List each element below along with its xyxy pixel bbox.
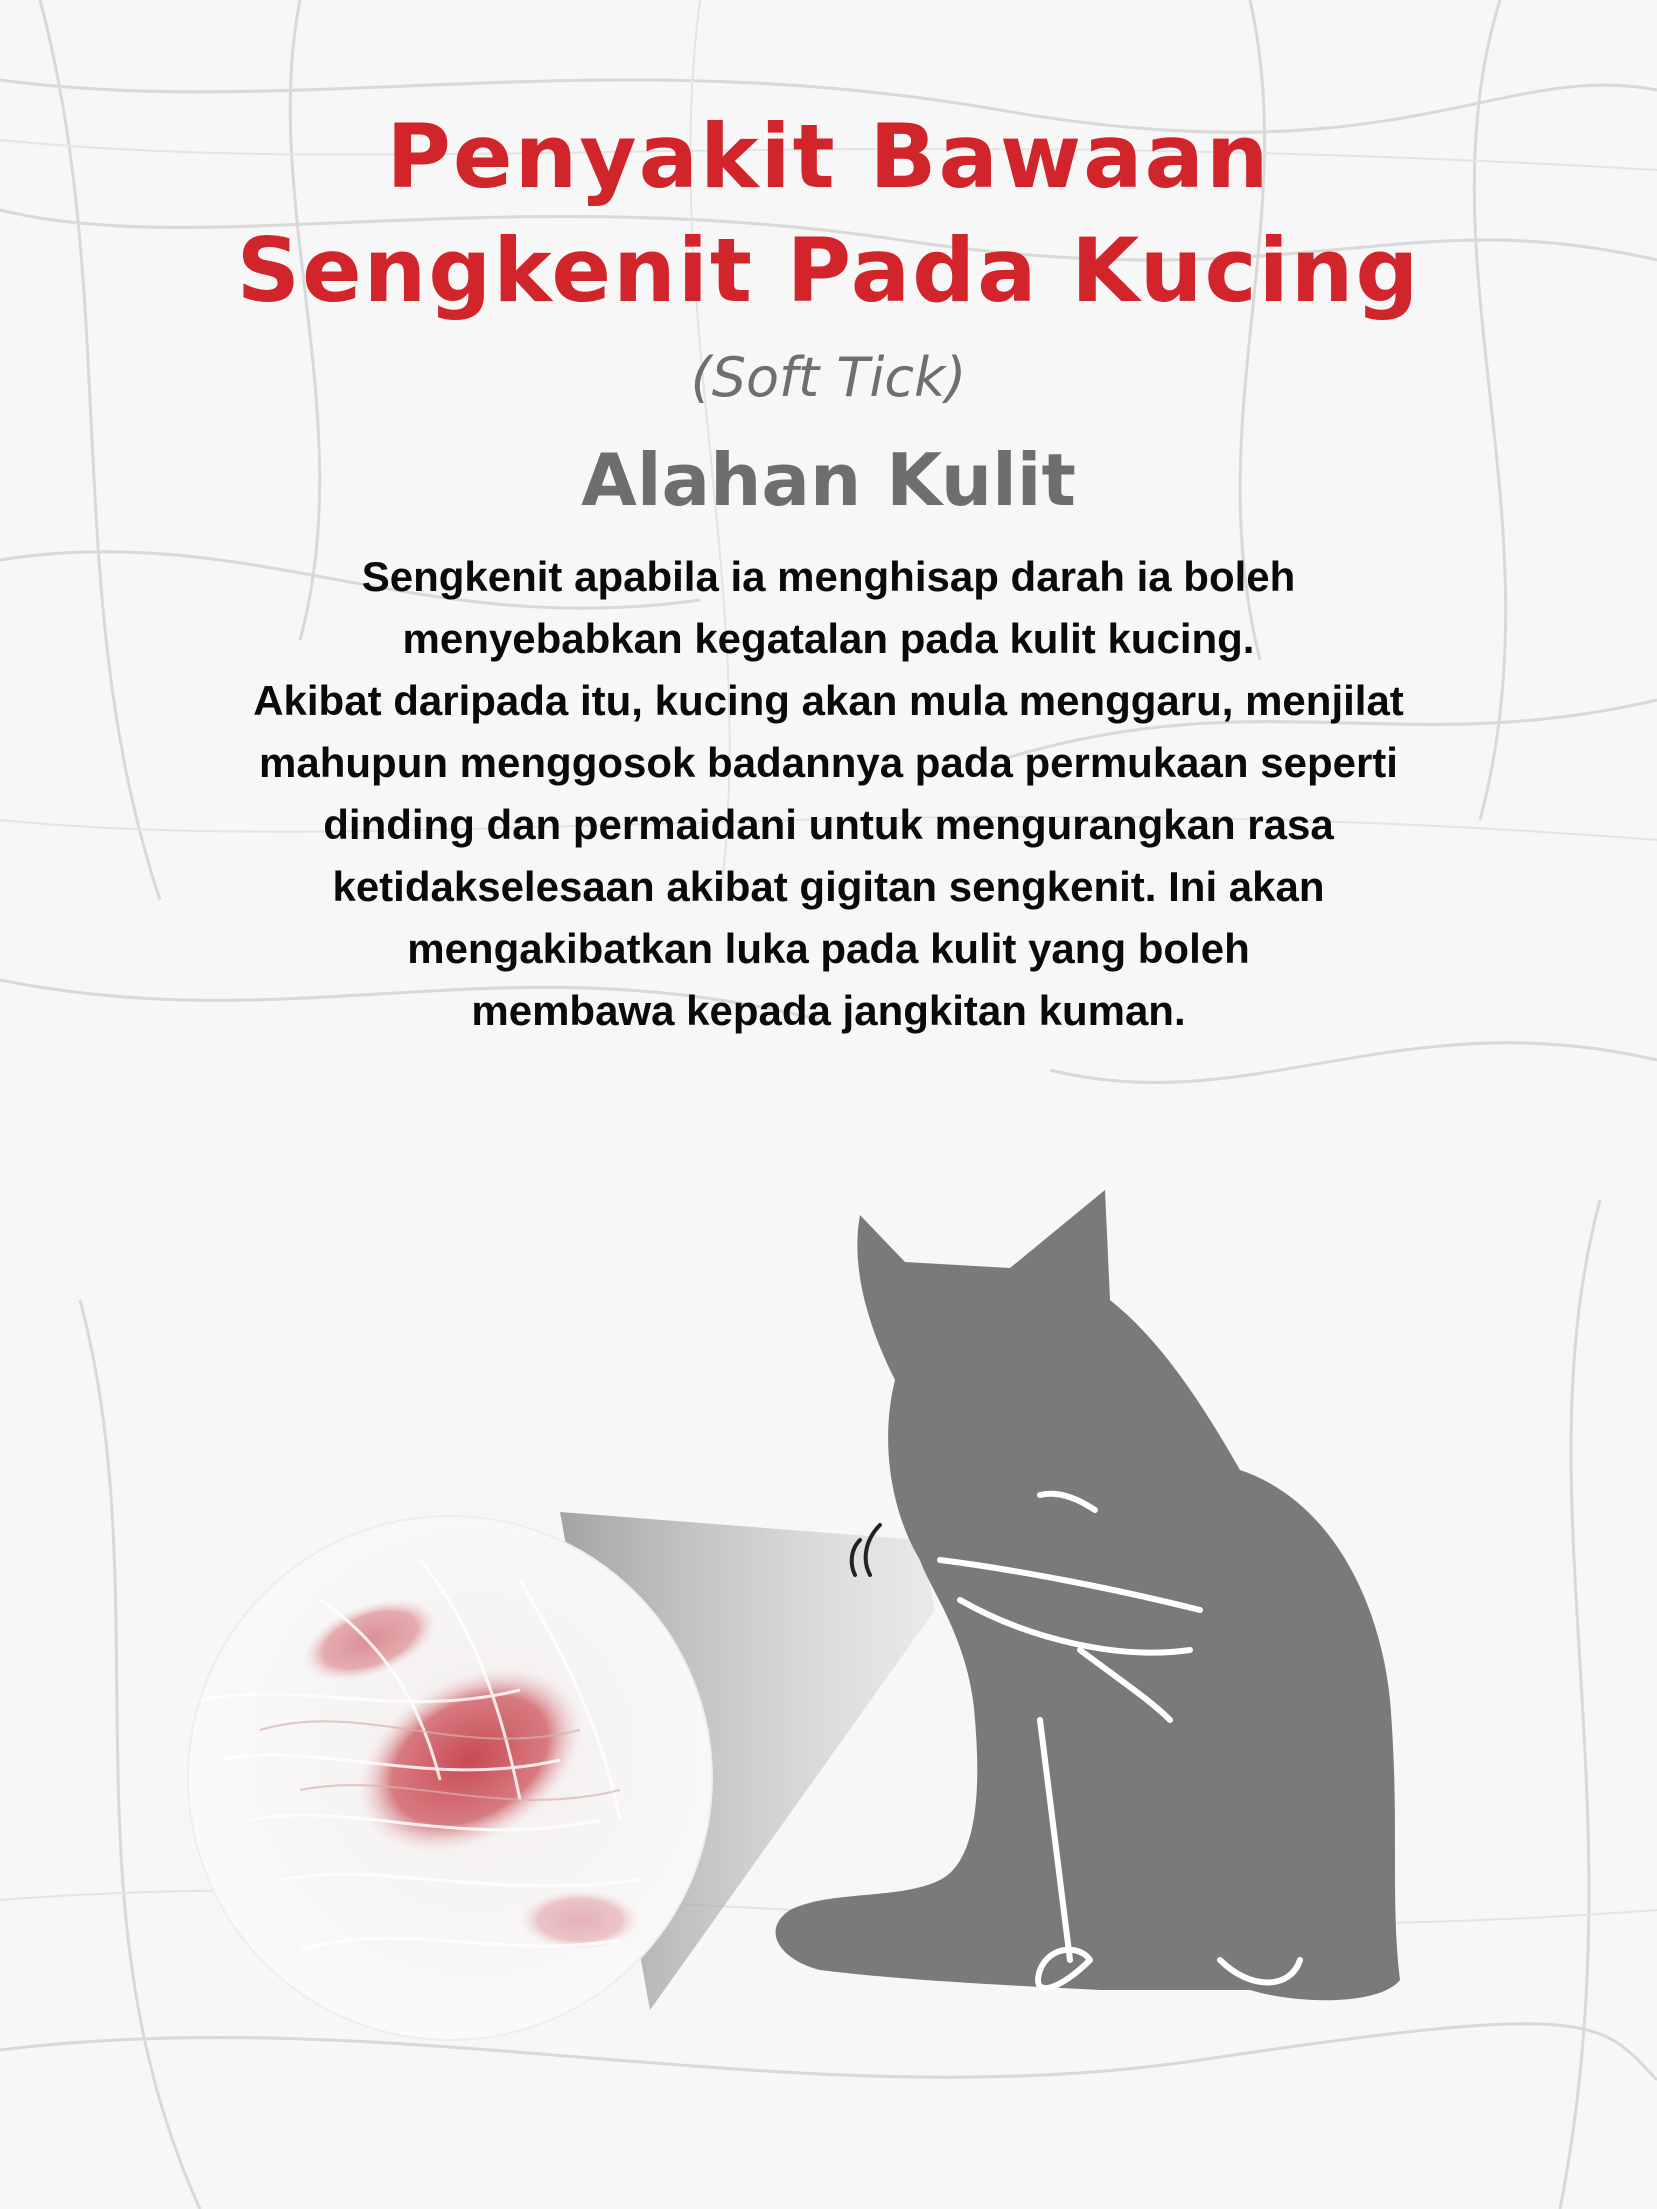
body-line: menyebabkan kegatalan pada kulit kucing. [402,615,1255,662]
subtitle: (Soft Tick) [690,346,967,409]
body-line: dinding dan permaidani untuk mengurangkan rasa [323,801,1334,848]
body-line: Akibat daripada itu, kucing akan mula menggaru, menjilat [253,677,1404,724]
body-line: ketidakselesaan akibat gigitan sengkenit. Ini akan [332,863,1325,910]
body-line: mahupun menggosok badannya pada permukaan seperti [259,739,1398,786]
body-line: Sengkenit apabila ia menghisap darah ia boleh [361,553,1296,600]
section-heading: Alahan Kulit [581,438,1076,522]
cat-scratching-illustration [0,1150,1657,2209]
title-line-1: Penyakit Bawaan [386,105,1271,208]
magnified-skin-photo [188,1516,712,2040]
title-line-2: Sengkenit Pada Kucing [236,219,1421,322]
body-paragraph [100,546,1557,1042]
body-line: membawa kepada jangkitan kuman. [471,987,1186,1034]
page-title [0,100,1657,328]
body-line: mengakibatkan luka pada kulit yang boleh [407,925,1250,972]
